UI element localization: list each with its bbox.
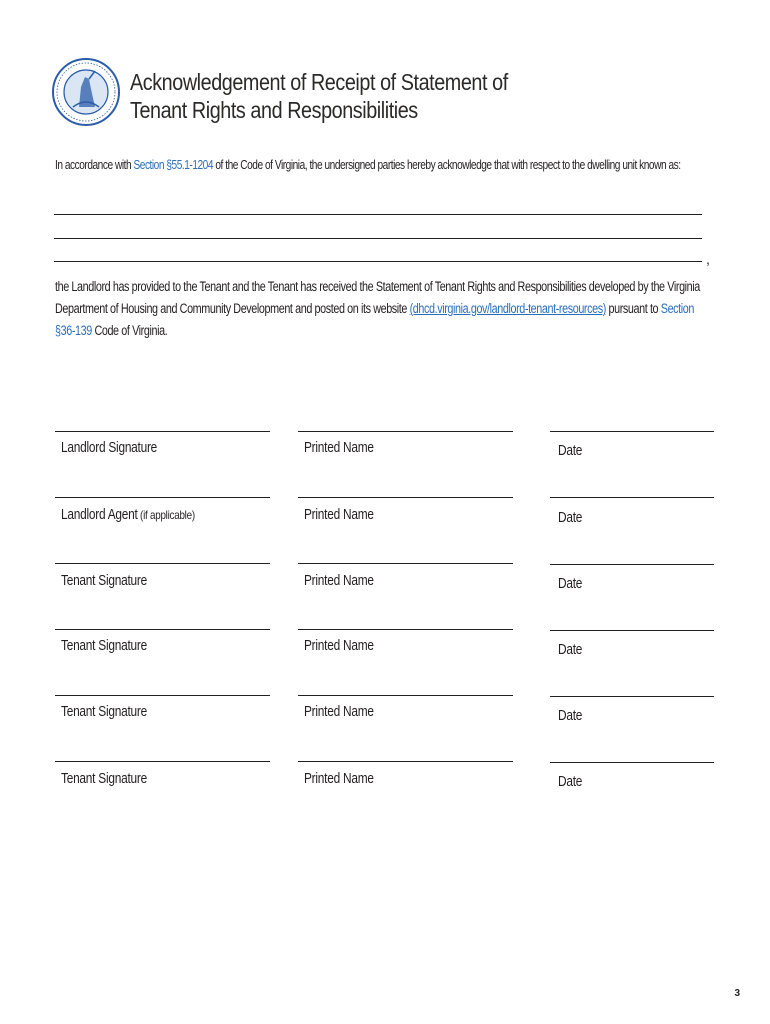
signature-label [61,440,157,456]
intro-text [55,157,681,172]
date-label: Date [558,576,583,592]
printed-name-line[interactable] [298,431,513,432]
intro-suffix: of the Code of Virginia, the undersigned parties hereby acknowledge that with respect to the dwelling unit known as: [213,157,681,172]
date-label: Date [558,443,583,459]
signature-line[interactable] [55,629,270,630]
date-line[interactable] [550,696,714,697]
signature-qualifier: (if applicable) [137,508,195,522]
signature-label [61,771,147,787]
signature-label-text: Tenant Signature [61,573,147,589]
dhcd-website-link[interactable]: (dhcd.virginia.gov/landlord-tenant-resources) [409,301,606,316]
signature-label-text: Tenant Signature [61,771,147,787]
date-label: Date [558,774,583,790]
printed-name-line[interactable] [298,629,513,630]
signature-line[interactable] [55,761,270,762]
date-line[interactable] [550,762,714,763]
signature-line[interactable] [55,695,270,696]
intro-prefix: In accordance with [55,157,134,172]
statement-part-1: the Landlord has provided to the Tenant and the Tenant has received the Statement of Tenant Rights and Responsibilities developed by the Virginia Department of Housing and Community Development and posted on its website [55,279,700,316]
statement-part-2: pursuant to [605,301,661,316]
date-line[interactable] [550,564,714,565]
printed-name-label: Printed Name [304,440,374,456]
page-number: 3 [734,988,740,999]
date-label: Date [558,510,583,526]
signature-line[interactable] [55,431,270,432]
printed-name-label: Printed Name [304,573,374,589]
printed-name-line[interactable] [298,695,513,696]
printed-name-line[interactable] [298,497,513,498]
signature-line[interactable] [55,563,270,564]
date-line[interactable] [550,431,714,432]
title-line-2: Tenant Rights and Responsibilities [130,97,418,123]
statement-part-3: Code of Virginia. [91,323,168,338]
page-title [130,68,508,124]
section-36-link[interactable]: Section §36-139 [55,301,694,338]
printed-name-label: Printed Name [304,704,374,720]
section-55-link[interactable]: Section §55.1-1204 [133,157,214,172]
address-comma: , [706,251,710,267]
date-label: Date [558,642,583,658]
title-line-1: Acknowledgement of Receipt of Statement of [130,69,508,95]
signature-label-text: Tenant Signature [61,704,147,720]
address-line-1[interactable] [54,214,702,215]
date-line[interactable] [550,497,714,498]
address-line-3[interactable] [54,261,702,262]
signature-label [61,704,147,720]
printed-name-label: Printed Name [304,771,374,787]
signature-label-text: Landlord Agent [61,507,138,523]
printed-name-line[interactable] [298,761,513,762]
signature-label [61,507,195,523]
statement-paragraph [55,276,707,342]
signature-label-text: Landlord Signature [61,440,158,456]
date-label: Date [558,708,583,724]
signature-label-text: Tenant Signature [61,638,147,654]
signature-label [61,638,147,654]
printed-name-line[interactable] [298,563,513,564]
signature-label [61,573,147,589]
signature-line[interactable] [55,497,270,498]
printed-name-label: Printed Name [304,638,374,654]
virginia-seal-icon [51,57,121,127]
date-line[interactable] [550,630,714,631]
printed-name-label: Printed Name [304,507,374,523]
address-line-2[interactable] [54,238,702,239]
